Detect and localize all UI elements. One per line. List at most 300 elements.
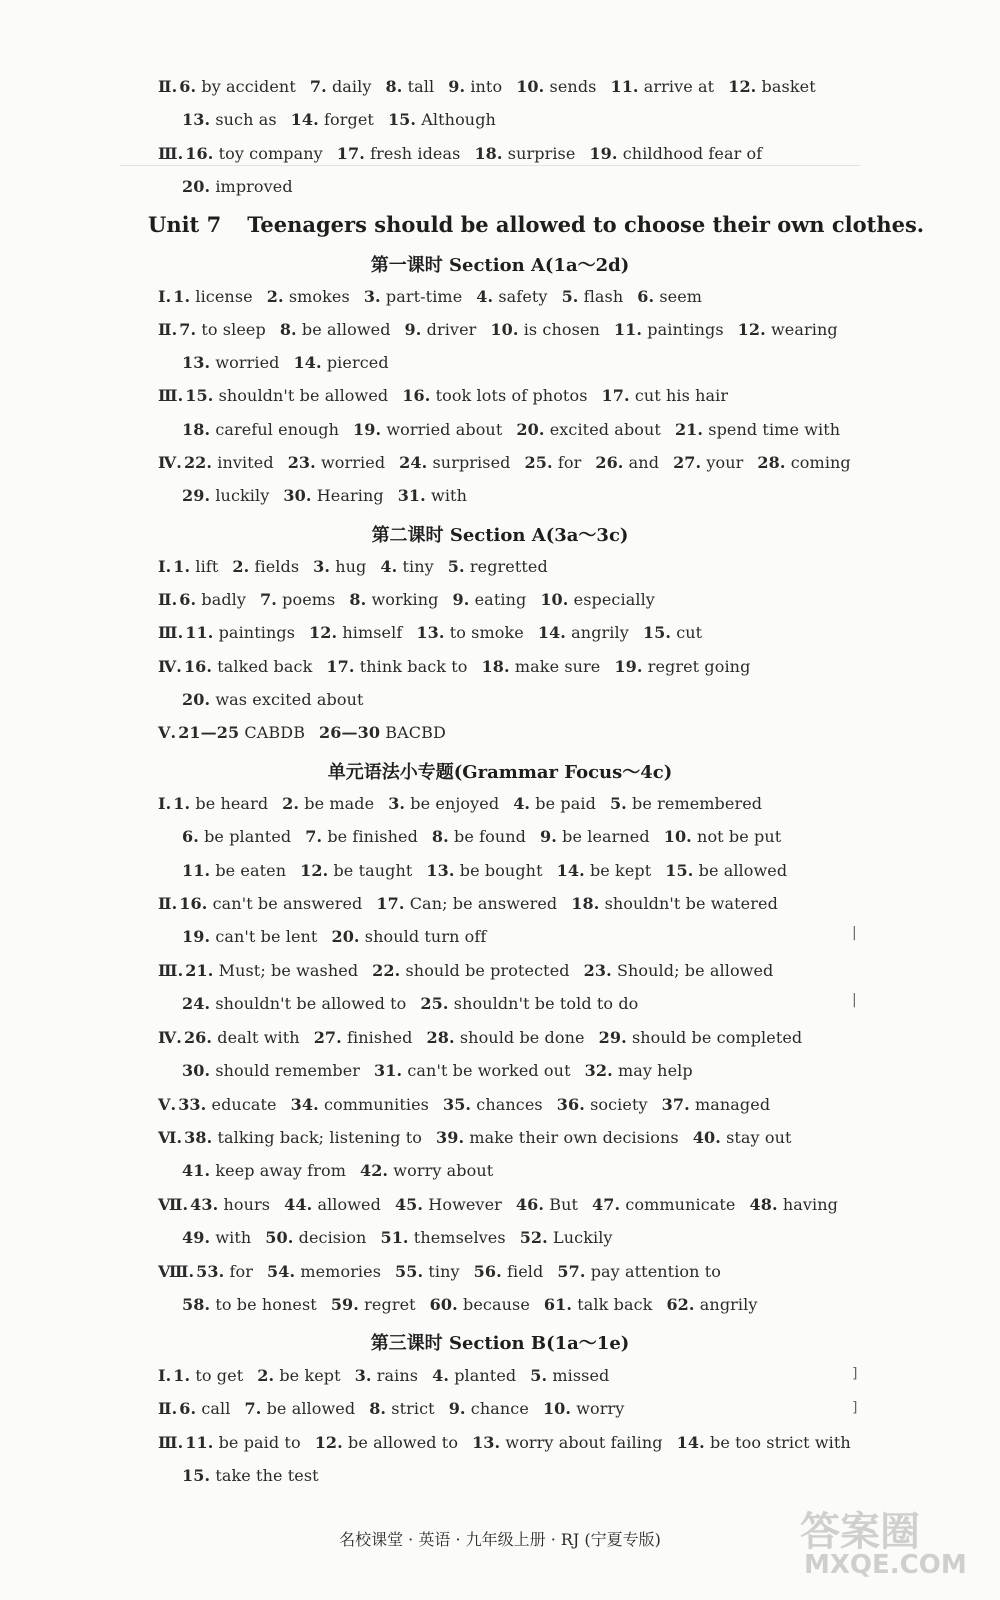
answer-text: daily xyxy=(331,77,372,96)
answer-item xyxy=(750,1195,838,1214)
answer-number: 10. xyxy=(490,320,519,339)
answer-text: coming xyxy=(790,453,851,472)
answer-text: society xyxy=(590,1095,648,1114)
answer-text: take the test xyxy=(215,1466,319,1485)
answer-number: 20. xyxy=(182,690,211,709)
answer-item xyxy=(728,77,816,96)
answer-item xyxy=(665,861,787,880)
answer-text: arrive at xyxy=(643,77,715,96)
answer-number: 26—30 xyxy=(319,723,381,742)
answer-item xyxy=(664,827,782,846)
answer-text: However xyxy=(428,1195,502,1214)
answer-item xyxy=(179,590,246,609)
answer-item xyxy=(182,486,269,505)
answer-text: But xyxy=(549,1195,579,1214)
answer-number: 27. xyxy=(673,453,702,472)
answer-number: 41. xyxy=(182,1161,211,1180)
answer-item xyxy=(738,320,838,339)
answer-line xyxy=(182,420,854,440)
answer-item xyxy=(666,1295,757,1314)
answer-text: be heard xyxy=(195,794,269,813)
answer-item xyxy=(662,1095,771,1114)
answer-number: 12. xyxy=(300,861,329,880)
answer-item xyxy=(293,353,388,372)
answer-text: tiny xyxy=(428,1262,460,1281)
watermark-text: 答案圈 xyxy=(800,1509,920,1555)
answer-number: 11. xyxy=(185,1433,214,1452)
answer-item xyxy=(380,557,433,576)
answer-text: be made xyxy=(304,794,375,813)
answer-item xyxy=(595,453,659,472)
answer-line xyxy=(158,894,792,914)
answer-item xyxy=(757,453,850,472)
answer-number: 50. xyxy=(265,1228,294,1247)
answer-text: because xyxy=(463,1295,530,1314)
answer-item xyxy=(184,657,312,676)
answer-item xyxy=(284,1195,381,1214)
answer-number: 56. xyxy=(473,1262,502,1281)
answer-item xyxy=(513,794,596,813)
answer-number: 15. xyxy=(387,110,417,129)
section-numeral: Ⅰ. xyxy=(158,794,172,813)
unit-title: Teenagers should be allowed to choose their own clothes. xyxy=(247,212,925,237)
answer-text: may help xyxy=(617,1061,693,1080)
answer-item xyxy=(453,590,527,609)
answer-number: 5. xyxy=(447,557,465,576)
answer-line xyxy=(182,110,510,130)
answer-number: 5. xyxy=(561,287,579,306)
page-footer: 名校课堂 · 英语 · 九年级上册 · RJ (宁夏专版) xyxy=(339,1530,661,1549)
answer-text: themselves xyxy=(413,1228,506,1247)
answer-item xyxy=(179,894,362,913)
section-numeral: Ⅲ. xyxy=(158,386,184,405)
answer-text: talked back xyxy=(217,657,313,676)
answer-item xyxy=(677,1433,851,1452)
answer-item xyxy=(376,894,557,913)
answer-number: 18. xyxy=(182,420,211,439)
answer-number: 10. xyxy=(540,590,569,609)
answer-number: 22. xyxy=(183,453,213,472)
answer-item xyxy=(449,1399,529,1418)
answer-number: 26. xyxy=(183,1028,213,1047)
answer-text: be remembered xyxy=(632,794,763,813)
answer-number: 9. xyxy=(540,827,557,846)
answer-number: 21. xyxy=(674,420,704,439)
answer-item xyxy=(305,827,418,846)
answer-line xyxy=(158,386,742,406)
answer-line xyxy=(182,927,500,947)
section-numeral: Ⅵ. xyxy=(158,1128,183,1147)
answer-text: hours xyxy=(223,1195,271,1214)
answer-text: strict xyxy=(391,1399,435,1418)
answer-item xyxy=(182,861,286,880)
answer-item xyxy=(280,320,391,339)
answer-line xyxy=(158,657,764,677)
answer-text: not be put xyxy=(697,827,782,846)
answer-item xyxy=(173,1366,243,1385)
answer-item xyxy=(182,1161,346,1180)
answer-item xyxy=(300,861,412,880)
answer-line xyxy=(182,1228,627,1248)
answer-number: 1. xyxy=(173,557,191,576)
answer-number: 49. xyxy=(182,1228,211,1247)
answer-line xyxy=(158,1095,784,1115)
answer-number: 29. xyxy=(182,486,211,505)
answer-number: 26. xyxy=(595,453,624,472)
answer-item xyxy=(182,110,277,129)
answer-text: for xyxy=(557,453,582,472)
answer-item xyxy=(675,420,840,439)
answer-item xyxy=(178,723,305,742)
answer-item xyxy=(540,590,655,609)
answer-item xyxy=(245,1399,356,1418)
answer-number: 12. xyxy=(314,1433,343,1452)
answer-line xyxy=(182,827,795,847)
answer-number: 54. xyxy=(267,1262,296,1281)
answer-text: CABDB xyxy=(244,723,306,742)
answer-text: angrily xyxy=(571,623,629,642)
answer-item xyxy=(643,623,702,642)
answer-number: 12. xyxy=(737,320,766,339)
answer-text: be taught xyxy=(333,861,413,880)
answer-text: regret going xyxy=(647,657,751,676)
answer-number: 40. xyxy=(692,1128,721,1147)
answer-number: 17. xyxy=(601,386,630,405)
answer-number: 6. xyxy=(637,287,655,306)
answer-text: communicate xyxy=(625,1195,736,1214)
answer-item xyxy=(173,557,218,576)
answer-line xyxy=(158,794,776,814)
answer-number: 30. xyxy=(283,486,312,505)
answer-item xyxy=(185,961,358,980)
answer-item xyxy=(326,657,467,676)
answer-text: having xyxy=(782,1195,838,1214)
answer-number: 4. xyxy=(432,1366,450,1385)
answer-item xyxy=(349,590,438,609)
answer-item xyxy=(265,1228,366,1247)
answer-item xyxy=(179,77,296,96)
answer-text: communities xyxy=(323,1095,429,1114)
answer-text: poems xyxy=(282,590,336,609)
answer-number: 6. xyxy=(179,590,197,609)
answer-number: 62. xyxy=(666,1295,695,1314)
section-numeral: Ⅶ. xyxy=(158,1195,189,1214)
answer-text: educate xyxy=(211,1095,277,1114)
answer-line xyxy=(158,1399,638,1419)
answer-item xyxy=(673,453,743,472)
answer-number: 29. xyxy=(598,1028,627,1047)
answer-item xyxy=(482,657,601,676)
answer-number: 10. xyxy=(663,827,692,846)
answer-text: lift xyxy=(195,557,219,576)
answer-number: 15. xyxy=(185,386,214,405)
answer-number: 7. xyxy=(305,827,323,846)
answer-item xyxy=(315,1433,458,1452)
section-numeral: Ⅴ. xyxy=(158,723,177,742)
answer-item xyxy=(516,1195,578,1214)
answer-item xyxy=(426,861,542,880)
answer-line xyxy=(158,723,460,743)
answer-text: careful enough xyxy=(215,420,340,439)
answer-item xyxy=(430,1295,530,1314)
unit-heading xyxy=(148,212,924,237)
answer-line xyxy=(158,144,776,164)
answer-line xyxy=(158,453,865,473)
answer-number: 13. xyxy=(416,623,445,642)
answer-number: 3. xyxy=(388,794,406,813)
answer-number: 3. xyxy=(313,557,331,576)
answer-item xyxy=(331,1295,416,1314)
answer-item xyxy=(182,420,339,439)
answer-number: 13. xyxy=(472,1433,501,1452)
answer-item xyxy=(185,144,323,163)
answer-item xyxy=(540,827,650,846)
answer-line xyxy=(182,690,378,710)
answer-item xyxy=(538,623,629,642)
answer-text: to be honest xyxy=(215,1295,317,1314)
answer-text: basket xyxy=(761,77,816,96)
answer-number: 30. xyxy=(182,1061,211,1080)
answer-item xyxy=(399,453,510,472)
answer-item xyxy=(314,1028,413,1047)
answer-text: and xyxy=(628,453,660,472)
answer-text: such as xyxy=(215,110,277,129)
answer-item xyxy=(427,1028,585,1047)
answer-text: eating xyxy=(474,590,527,609)
answer-number: 60. xyxy=(429,1295,458,1314)
answer-number: 14. xyxy=(293,353,322,372)
answer-text: cut his hair xyxy=(634,386,729,405)
answer-item xyxy=(557,1095,648,1114)
answer-number: 9. xyxy=(448,77,466,96)
answer-text: excited about xyxy=(549,420,661,439)
margin-mark: ] xyxy=(852,1400,858,1416)
answer-text: shouldn't be allowed xyxy=(218,386,389,405)
answer-text: Should; be allowed xyxy=(616,961,774,980)
answer-number: 15. xyxy=(665,861,694,880)
answer-number: 53. xyxy=(196,1262,225,1281)
answer-number: 33. xyxy=(178,1095,207,1114)
answer-item xyxy=(260,590,335,609)
answer-text: cut xyxy=(676,623,703,642)
answer-number: 2. xyxy=(257,1366,275,1385)
section-title-3: 单元语法小专题(Grammar Focus～4c) xyxy=(327,762,673,783)
answer-number: 10. xyxy=(516,77,545,96)
answer-number: 16. xyxy=(185,144,214,163)
answer-item xyxy=(182,827,291,846)
answer-text: managed xyxy=(694,1095,771,1114)
answer-item xyxy=(474,144,575,163)
answer-text: call xyxy=(201,1399,231,1418)
answer-text: seem xyxy=(659,287,703,306)
answer-item xyxy=(184,1128,422,1147)
answer-text: be kept xyxy=(589,861,652,880)
answer-item xyxy=(331,927,486,946)
answer-item xyxy=(182,927,317,946)
answer-item xyxy=(291,110,374,129)
answer-number: 7. xyxy=(260,590,277,609)
answer-text: be finished xyxy=(327,827,418,846)
answer-item xyxy=(490,320,600,339)
answer-line xyxy=(158,590,669,610)
answer-text: working xyxy=(371,590,439,609)
margin-mark: | xyxy=(852,992,857,1008)
answer-number: 31. xyxy=(374,1061,403,1080)
answer-item xyxy=(637,287,702,306)
answer-item xyxy=(179,1399,230,1418)
answer-item xyxy=(693,1128,792,1147)
answer-item xyxy=(474,1262,544,1281)
answer-line xyxy=(158,320,852,340)
answer-item xyxy=(185,623,295,642)
answer-item xyxy=(337,144,461,163)
answer-number: 12. xyxy=(309,623,338,642)
answer-item xyxy=(476,287,547,306)
answer-item xyxy=(530,1366,609,1385)
section-numeral: Ⅲ. xyxy=(158,1433,184,1452)
answer-item xyxy=(182,353,279,372)
answer-number: 61. xyxy=(543,1295,573,1314)
answer-text: BACBD xyxy=(385,723,446,742)
answer-number: 5. xyxy=(530,1366,548,1385)
answer-item xyxy=(182,1228,251,1247)
answer-line xyxy=(182,486,481,506)
answer-text: hug xyxy=(335,557,367,576)
answer-text: Can; be answered xyxy=(409,894,558,913)
answer-number: 3. xyxy=(354,1366,372,1385)
answer-item xyxy=(173,794,268,813)
answer-number: 20. xyxy=(331,927,360,946)
answer-number: 1. xyxy=(173,287,191,306)
answer-text: Hearing xyxy=(316,486,384,505)
answer-text: to smoke xyxy=(449,623,524,642)
answer-item xyxy=(182,177,293,196)
answer-number: 23. xyxy=(287,453,316,472)
answer-text: decision xyxy=(298,1228,367,1247)
answer-item xyxy=(353,420,502,439)
answer-text: chances xyxy=(476,1095,543,1114)
answer-text: into xyxy=(470,77,503,96)
section-title-2: 第二课时 Section A(3a～3c) xyxy=(371,525,629,546)
answer-number: 28. xyxy=(757,453,786,472)
answer-line xyxy=(158,287,716,307)
answer-text: be planted xyxy=(204,827,292,846)
section-numeral: Ⅱ. xyxy=(158,1399,178,1418)
answer-number: 44. xyxy=(284,1195,313,1214)
answer-item xyxy=(432,1366,516,1385)
answer-text: should be done xyxy=(459,1028,585,1047)
answer-line xyxy=(158,961,787,981)
answer-item xyxy=(395,1195,502,1214)
section-numeral: Ⅲ. xyxy=(158,144,184,163)
answer-number: 25. xyxy=(420,994,449,1013)
answer-number: 9. xyxy=(448,1399,466,1418)
answer-item xyxy=(372,961,569,980)
answer-number: 8. xyxy=(431,827,449,846)
answer-text: took lots of photos xyxy=(435,386,588,405)
answer-text: be allowed xyxy=(698,861,788,880)
answer-text: sends xyxy=(549,77,597,96)
answer-text: paintings xyxy=(218,623,296,642)
answer-text: can't be worked out xyxy=(407,1061,571,1080)
answer-item xyxy=(184,1028,300,1047)
answer-item xyxy=(182,1061,360,1080)
section-numeral: Ⅰ. xyxy=(158,557,172,576)
answer-text: your xyxy=(706,453,744,472)
answer-number: 13. xyxy=(182,110,211,129)
answer-number: 55. xyxy=(395,1262,424,1281)
answer-number: 4. xyxy=(476,287,494,306)
watermark-logo xyxy=(800,1500,970,1590)
answer-item xyxy=(374,1061,571,1080)
answer-number: 11. xyxy=(610,77,639,96)
answer-item xyxy=(288,453,385,472)
answer-line xyxy=(182,1061,707,1081)
answer-text: tall xyxy=(407,77,435,96)
answer-item xyxy=(589,144,762,163)
answer-item xyxy=(380,1228,505,1247)
answer-item xyxy=(405,320,477,339)
answer-text: with xyxy=(215,1228,252,1247)
answer-text: be eaten xyxy=(215,861,287,880)
answer-text: worry about failing xyxy=(505,1433,663,1452)
answer-line xyxy=(158,1195,852,1215)
answer-item xyxy=(179,320,266,339)
answer-number: 34. xyxy=(290,1095,319,1114)
answer-text: worried about xyxy=(386,420,503,439)
answer-number: 39. xyxy=(436,1128,465,1147)
answer-text: was excited about xyxy=(215,690,364,709)
answer-number: 59. xyxy=(330,1295,359,1314)
answer-number: 46. xyxy=(515,1195,545,1214)
answer-item xyxy=(388,794,499,813)
answer-text: especially xyxy=(573,590,655,609)
answer-text: Although xyxy=(421,110,496,129)
answer-number: 14. xyxy=(537,623,566,642)
answer-number: 52. xyxy=(519,1228,548,1247)
answer-item xyxy=(562,287,624,306)
answer-number: 9. xyxy=(452,590,470,609)
answer-number: 28. xyxy=(426,1028,455,1047)
answer-number: 6. xyxy=(179,1399,197,1418)
answer-line xyxy=(158,623,716,643)
section-numeral: Ⅰ. xyxy=(158,1366,172,1385)
answer-number: 13. xyxy=(426,861,455,880)
answer-number: 16. xyxy=(183,657,213,676)
answer-number: 58. xyxy=(182,1295,211,1314)
answer-text: driver xyxy=(426,320,477,339)
answer-number: 37. xyxy=(661,1095,690,1114)
answer-item xyxy=(184,453,274,472)
answer-item xyxy=(544,1295,653,1314)
answer-item xyxy=(267,287,350,306)
answer-text: smokes xyxy=(288,287,350,306)
answer-text: be paid to xyxy=(218,1433,301,1452)
answer-item xyxy=(360,1161,493,1180)
answer-item xyxy=(355,1366,418,1385)
answer-number: 35. xyxy=(442,1095,472,1114)
answer-line xyxy=(182,1466,333,1486)
answer-number: 19. xyxy=(353,420,382,439)
answer-number: 51. xyxy=(380,1228,409,1247)
answer-number: 19. xyxy=(182,927,211,946)
section-numeral: Ⅳ. xyxy=(158,1028,182,1047)
answer-text: pay attention to xyxy=(590,1262,722,1281)
watermark-url: MXQE.COM xyxy=(804,1550,967,1580)
unit-label: Unit 7 xyxy=(148,212,222,237)
answer-text: regretted xyxy=(469,557,548,576)
answer-item xyxy=(420,994,638,1013)
